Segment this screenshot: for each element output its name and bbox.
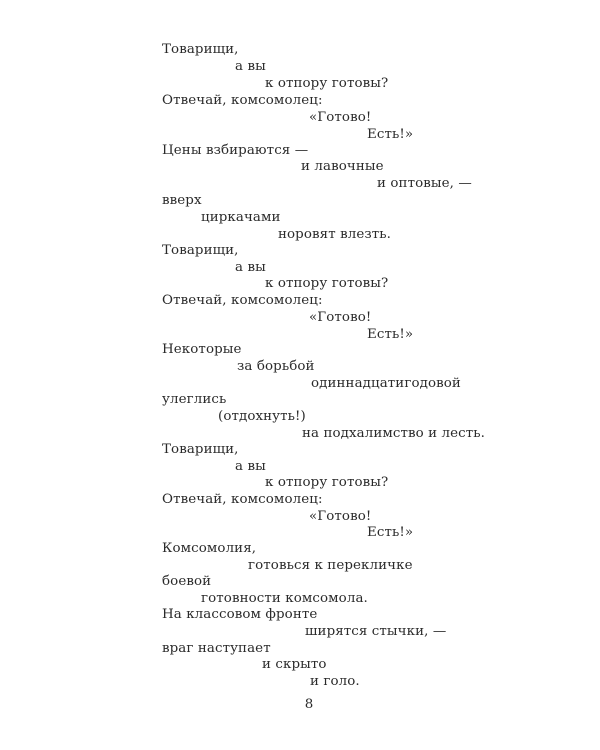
poem-line: готовности комсомола. xyxy=(201,591,368,606)
poem-line: Есть!» xyxy=(367,127,414,142)
poem-line: и скрыто xyxy=(262,657,327,672)
poem-line: вверх xyxy=(162,193,202,208)
poem-line: «Готово! xyxy=(309,110,372,125)
poem-line: Есть!» xyxy=(367,525,414,540)
poem-line: а вы xyxy=(235,260,266,275)
poem-line: Есть!» xyxy=(367,327,414,342)
poem-line: и голо. xyxy=(310,674,360,689)
poem-line: готовься к перекличке xyxy=(248,558,413,573)
poem-line: Товарищи, xyxy=(162,243,239,258)
page-number: 8 xyxy=(304,697,314,712)
poem-line: а вы xyxy=(235,59,266,74)
poem-line: Товарищи, xyxy=(162,442,239,457)
poem-line: враг наступает xyxy=(162,641,271,656)
poem-line: Отвечай, комсомолец: xyxy=(162,492,323,507)
poem-line: а вы xyxy=(235,459,266,474)
poem-line: Комсомолия, xyxy=(162,541,257,556)
poem-line: «Готово! xyxy=(309,509,372,524)
poem-line: норовят влезть. xyxy=(278,227,391,242)
poem-line: ширятся стычки, — xyxy=(305,624,447,639)
poem-line: и лавочные xyxy=(301,159,384,174)
poem-line: На классовом фронте xyxy=(162,607,318,622)
poem-line: к отпору готовы? xyxy=(265,276,389,291)
poem-line: Отвечай, комсомолец: xyxy=(162,293,323,308)
poem-line: «Готово! xyxy=(309,310,372,325)
poem-line: к отпору готовы? xyxy=(265,475,389,490)
poem-line: боевой xyxy=(162,574,212,589)
poem-line: (отдохнуть!) xyxy=(218,409,306,424)
poem-line: на подхалимство и лесть. xyxy=(302,426,486,441)
poem-line: Отвечай, комсомолец: xyxy=(162,93,323,108)
poem-line: улеглись xyxy=(162,392,227,407)
poem-line: к отпору готовы? xyxy=(265,76,389,91)
poem-line: за борьбой xyxy=(237,359,315,374)
poem-line: одиннадцатигодовой xyxy=(311,376,461,391)
poem-line: Цены взбираются — xyxy=(162,143,309,158)
poem-line: циркачами xyxy=(201,210,281,225)
poem-line: Товарищи, xyxy=(162,42,239,57)
poem-line: и оптовые, — xyxy=(377,176,472,191)
poem-line: Некоторые xyxy=(162,342,242,357)
